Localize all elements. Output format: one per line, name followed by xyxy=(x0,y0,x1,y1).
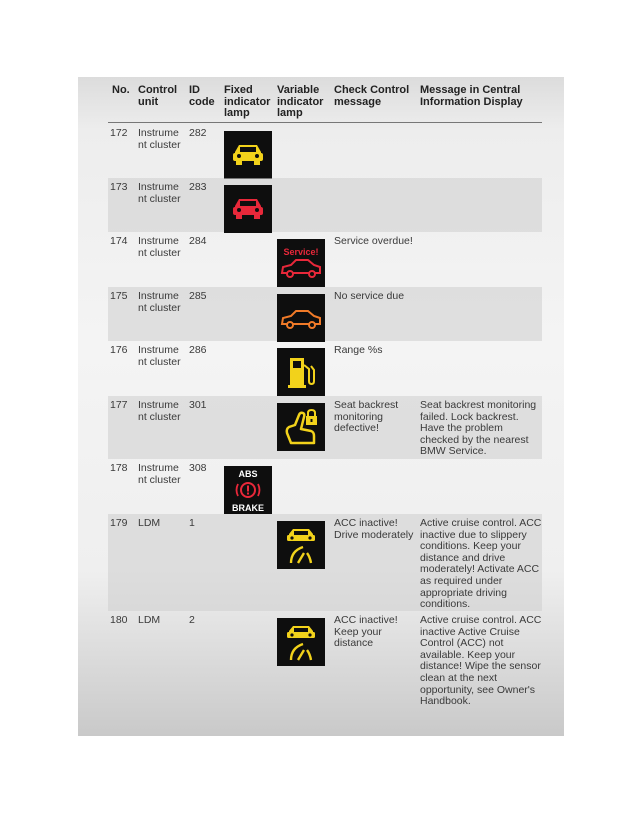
car-outline-icon xyxy=(277,294,325,342)
id-code: 308 xyxy=(189,462,207,474)
control-unit: Instrume nt cluster xyxy=(138,462,181,486)
id-code: 283 xyxy=(189,181,207,193)
id-code: 285 xyxy=(189,290,207,302)
service-lamp-text: Service! xyxy=(283,247,319,257)
table-row xyxy=(108,287,542,341)
row-number: 175 xyxy=(110,290,128,302)
header-control-unit: Control unit xyxy=(138,84,178,108)
id-code: 301 xyxy=(189,399,207,411)
row-number: 174 xyxy=(110,235,128,247)
table-row xyxy=(108,611,542,735)
row-number: 173 xyxy=(110,181,128,193)
control-unit: Instrume nt cluster xyxy=(138,127,181,151)
check-control-message: Seat backrest monitoring defective! xyxy=(334,399,399,435)
control-unit: Instrume nt cluster xyxy=(138,399,181,423)
control-unit: Instrume nt cluster xyxy=(138,290,181,314)
header-variable-lamp: Variable indicator lamp xyxy=(277,84,324,119)
table-row xyxy=(108,341,542,396)
brake-lamp-text: BRAKE xyxy=(231,503,265,513)
acc-car-icon xyxy=(277,521,325,569)
id-code: 282 xyxy=(189,127,207,139)
id-code: 1 xyxy=(189,517,195,529)
cid-message: Seat backrest monitoring failed. Lock backrest. Have the problem checked by the nearest BMW Service. xyxy=(420,399,537,458)
row-number: 180 xyxy=(110,614,128,626)
header-cid-message: Message in Central Information Display xyxy=(420,84,523,108)
row-number: 172 xyxy=(110,127,128,139)
header-divider xyxy=(108,122,542,123)
document-page xyxy=(78,77,564,736)
header-fixed-lamp: Fixed indicator lamp xyxy=(224,84,271,119)
table-row xyxy=(108,124,542,178)
row-number: 178 xyxy=(110,462,128,474)
fuel-pump-icon xyxy=(277,348,325,396)
car-yellow-icon xyxy=(224,131,272,179)
row-number: 179 xyxy=(110,517,128,529)
table-row xyxy=(108,514,542,611)
table-row xyxy=(108,232,542,287)
header-check-control: Check Control message xyxy=(334,84,410,108)
abs-brake-icon xyxy=(224,466,272,514)
control-unit: LDM xyxy=(138,614,161,626)
header-no: No. xyxy=(112,84,130,96)
cid-message: Active cruise control. ACC inactive Active Cruise Control (ACC) not available. Keep your distance! Wipe the sensor clean at the next opportunity, see Owner's Handbook. xyxy=(420,614,542,708)
control-unit: Instrume nt cluster xyxy=(138,235,181,259)
car-red-icon xyxy=(224,185,272,233)
acc-car-icon xyxy=(277,618,325,666)
abs-lamp-text: ABS xyxy=(238,469,258,479)
check-control-message: ACC inactive! Drive moderately xyxy=(334,517,414,541)
header-id-code: ID code xyxy=(189,84,215,108)
service-car-icon xyxy=(277,239,325,287)
table-row xyxy=(108,178,542,232)
table-row xyxy=(108,396,542,459)
check-control-message: No service due xyxy=(334,290,405,302)
control-unit: Instrume nt cluster xyxy=(138,181,181,205)
table-row xyxy=(108,459,542,514)
id-code: 286 xyxy=(189,344,207,356)
row-number: 176 xyxy=(110,344,128,356)
control-unit: LDM xyxy=(138,517,161,529)
check-control-message: Range %s xyxy=(334,344,383,356)
check-control-message: ACC inactive! Keep your distance xyxy=(334,614,398,650)
seat-lock-icon xyxy=(277,403,325,451)
id-code: 2 xyxy=(189,614,195,626)
control-unit: Instrume nt cluster xyxy=(138,344,181,368)
check-control-message: Service overdue! xyxy=(334,235,413,247)
cid-message: Active cruise control. ACC inactive due to slippery conditions. Keep your distance and drive moderately! Activate ACC as required under appropriate driving conditions. xyxy=(420,517,542,611)
row-number: 177 xyxy=(110,399,128,411)
id-code: 284 xyxy=(189,235,207,247)
